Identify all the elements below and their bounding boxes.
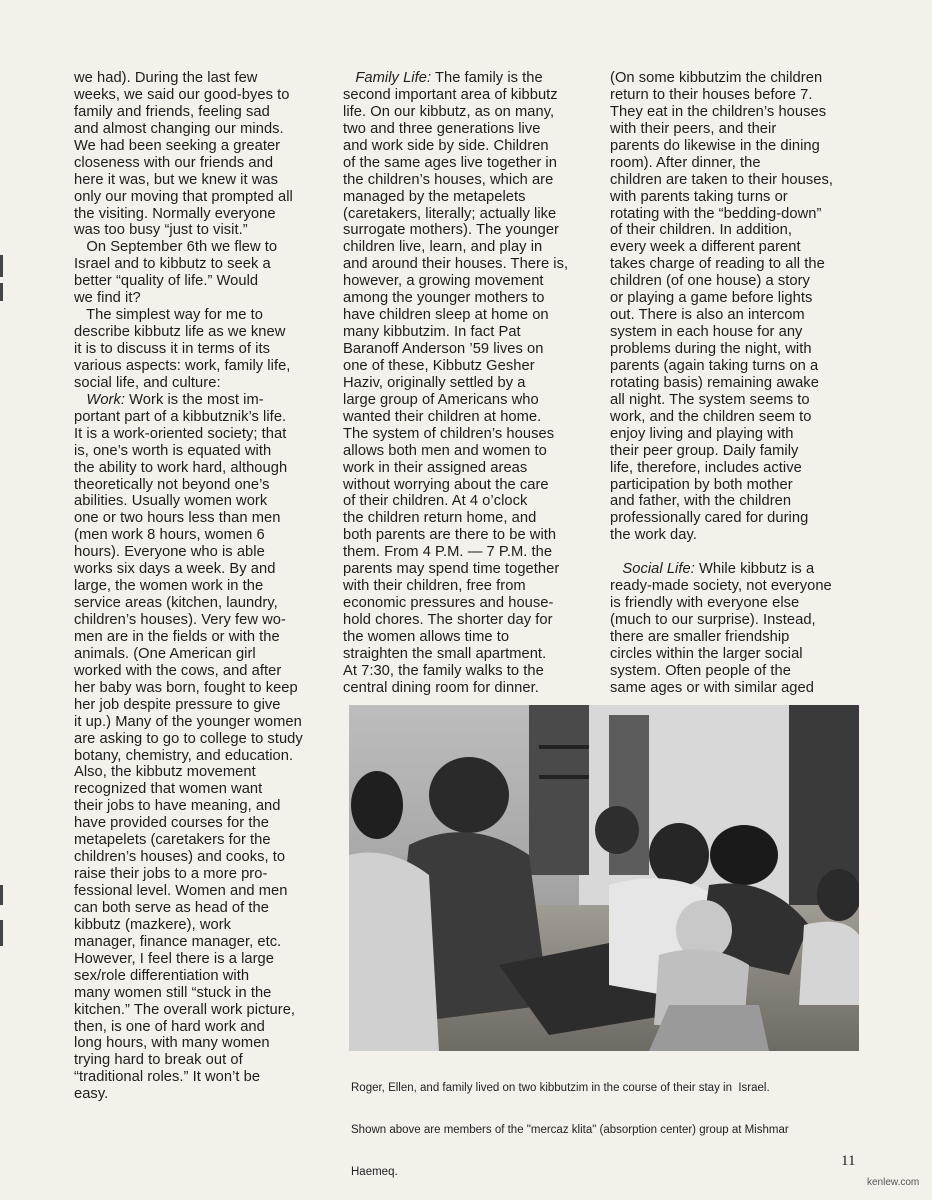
text-line: we had). During the last few [74,70,258,86]
text-line: long hours, with many women [74,1035,270,1052]
text-line: it is to discuss it in terms of its [74,341,271,357]
text-line: hours). Everyone who is able [74,544,265,561]
text-line: social life, and culture: [74,374,221,391]
text-line: manager, finance manager, etc. [74,933,282,950]
text-line: straighten the small apartment. [343,645,547,662]
text-line: recognized that women want [74,781,263,798]
text-line: easy. [74,1086,109,1103]
text-line: wanted their children at home. [343,408,542,425]
text-line: then, is one of hard work and [74,1018,265,1035]
text-line: sex/role differentiation with [74,967,250,984]
text-line: of the same ages live together in [343,154,557,171]
text-line: and work side by side. Children [343,137,549,154]
text-line: weeks, we said our good-byes to [74,86,290,103]
text-line: theoretically not beyond one’s [74,476,270,493]
text-line: two and three generations live [343,120,541,137]
photo-caption [351,1053,866,1193]
text-line: enjoy living and playing with [610,425,794,442]
text-line [74,392,336,409]
text-line: is, one’s worth is equated with [74,442,272,459]
text-line: have children sleep at home on [343,307,549,324]
paragraph-gap [610,544,860,561]
text-line: one of these, Kibbutz Gesher [343,357,535,374]
text-line: work in their assigned areas [343,459,528,476]
text-line: return to their houses before 7. [610,86,813,103]
text-line: and father, with the children [610,493,792,510]
text-line: parents (again taking turns on a [610,357,819,374]
text-line: however, a growing movement [343,273,544,290]
text-line: allows both men and women to [343,442,547,459]
text-line: Also, the kibbutz movement [74,764,256,781]
text-line: children live, learn, and play in [343,239,543,256]
text-line: portant part of a kibbutznik’s life. [74,408,287,425]
text-line: of their children. At 4 o’clock [343,493,528,510]
binder-hole-mark [0,920,3,946]
text-line: parents do likewise in the dining [610,137,820,154]
text-line: and almost changing our minds. [74,120,284,137]
text-line: we find it? [74,290,141,307]
text-line: describe kibbutz life as we knew [74,324,286,341]
text-line: works six days a week. By and [74,561,276,578]
text-line: children’s houses) and cooks, to [74,849,286,866]
text-line: children are taken to their houses, [610,171,834,188]
text-line: her job despite pressure to give [74,696,281,713]
text-line: Baranoff Anderson ’59 lives on [343,341,544,357]
text-line: The system of children’s houses [343,425,555,442]
text-line: large, the women work in the [74,578,264,595]
text-line: both parents are there to be with [343,527,557,544]
text-line: it up.) Many of the younger women [74,713,302,730]
text-line: kibbutz (mazkere), work [74,916,232,933]
section-label: Work: [86,391,126,408]
text-line: surrogate mothers). The younger [343,222,559,239]
binder-hole-mark [0,885,3,905]
text-line: better “quality of life.” Would [74,273,259,290]
text-line: We had been seeking a greater [74,137,281,154]
text-line: or playing a game before lights [610,290,813,307]
text-line: life, therefore, includes active [610,459,802,476]
text-line [343,70,605,87]
text-line: same ages or with similar aged [610,679,814,696]
text-line: system. Often people of the [610,662,791,679]
text-line: work, and the children seem to [610,408,812,425]
text-line: the women allows time to [343,628,510,645]
text-line: “traditional roles.” It won’t be [74,1069,261,1086]
text-line: life. On our kibbutz, as on many, [343,103,555,120]
article-column-1 [74,70,336,1103]
text-line: the children return home, and [343,510,537,527]
text-line: their peer group. Daily family [610,442,799,459]
text-line: closeness with our friends and [74,154,274,171]
text-line: is friendly with everyone else [610,595,800,612]
text-line: problems during the night, with [610,341,812,357]
binder-hole-mark [0,283,3,301]
section-label: Family Life: [355,70,432,86]
text-line: without worrying about the care [343,476,549,493]
text-line: The simplest way for me to [74,307,263,324]
text-line: the work day. [610,527,697,544]
binder-hole-mark [0,255,3,277]
text-line: children (of one house) a story [610,273,810,290]
article-column-2 [343,70,605,697]
text-line: them. From 4 P.M. — 7 P.M. the [343,544,553,561]
text-line: rotating with the “bedding-down” [610,205,822,222]
text-line: animals. (One American girl [74,645,256,662]
text-line: among the younger mothers to [343,290,545,307]
text-line: one or two hours less than men [74,510,281,527]
text-line: (men work 8 hours, women 6 [74,527,265,544]
text-line: can both serve as head of the [74,899,269,916]
text-line: system in each house for any [610,324,803,341]
text-line: here it was, but we knew it was [74,171,278,188]
text-line: trying hard to break out of [74,1052,243,1069]
text-line: men are in the fields or with the [74,628,280,645]
text-line: hold chores. The shorter day for [343,612,553,628]
text-fragment: The family is the [431,70,543,86]
text-line: rotating basis) remaining awake [610,374,819,391]
text-line: On September 6th we flew to [74,239,278,256]
text-line: service areas (kitchen, laundry, [74,595,278,612]
text-line: have provided courses for the [74,815,269,832]
text-line: However, I feel there is a large [74,950,274,967]
text-line: the children’s houses, which are [343,171,554,188]
text-line: her baby was born, fought to keep [74,679,298,696]
text-line: (much to our surprise). Instead, [610,612,816,628]
text-line: only our moving that prompted all [74,188,293,205]
text-line: abilities. Usually women work [74,493,268,510]
text-line: (On some kibbutzim the children [610,70,823,86]
text-line: out. There is also an intercom [610,307,805,324]
text-line: parents may spend time together [343,561,560,578]
text-line: Israel and to kibbutz to seek a [74,256,271,273]
text-line: large group of Americans who [343,391,539,408]
text-line: botany, chemistry, and education. [74,747,294,764]
text-line: central dining room for dinner. [343,679,539,696]
caption-line: Roger, Ellen, and family lived on two kibbutzim in the course of their stay in Israel. [351,1082,770,1094]
text-line: It is a work-oriented society; that [74,425,287,442]
text-line: ready-made society, not everyone [610,578,832,595]
text-line: economic pressures and house- [343,595,554,612]
text-line: their jobs to have meaning, and [74,798,281,815]
text-fragment: While kibbutz is a [694,561,815,578]
text-line: family and friends, feeling sad [74,103,270,120]
text-line: participation by both mother [610,476,793,493]
text-fragment: Work is the most im- [125,391,264,408]
caption-line: Shown above are members of the "mercaz klita" (absorption center) group at Mishmar [351,1124,789,1136]
text-line: there are smaller friendship [610,628,790,645]
text-line: was too busy “just to visit.” [74,222,248,239]
text-line: professionally cared for during [610,510,809,527]
section-label: Social Life: [622,561,695,578]
text-line: with parents taking turns or [610,188,788,205]
page-number: 11 [841,1153,856,1169]
text-line: various aspects: work, family life, [74,357,291,374]
watermark: kenlew.com [867,1177,920,1188]
text-line: the visiting. Normally everyone [74,205,276,222]
text-line [610,561,860,578]
text-line: worked with the cows, and after [74,662,282,679]
text-line: Haziv, originally settled by a [343,374,526,391]
text-line: They eat in the children’s houses [610,103,827,120]
text-line: with their children, free from [343,578,526,595]
caption-line: Haemeq. [351,1166,398,1178]
text-line: and around their houses. There is, [343,256,569,273]
text-line: children’s houses). Very few wo- [74,612,286,628]
text-line: raise their jobs to a more pro- [74,866,268,883]
text-line: of their children. In addition, [610,222,792,239]
text-line: metapelets (caretakers for the [74,832,271,849]
text-line: At 7:30, the family walks to the [343,662,544,679]
text-line: fessional level. Women and men [74,883,288,899]
text-line: (caretakers, literally; actually like [343,205,557,222]
text-line: are asking to go to college to study [74,730,303,747]
text-line: many women still “stuck in the [74,984,272,1001]
kibbutz-group-photo [349,705,859,1051]
text-line: kitchen.” The overall work picture, [74,1001,296,1018]
text-line: with their peers, and their [610,120,777,137]
text-line: many kibbutzim. In fact Pat [343,324,521,341]
text-line: every week a different parent [610,239,801,256]
text-line: second important area of kibbutz [343,86,558,103]
article-column-3 [610,70,860,697]
text-line: room). After dinner, the [610,154,761,171]
text-line: the ability to work hard, although [74,459,288,476]
text-line: takes charge of reading to all the [610,256,825,273]
text-line: all night. The system seems to [610,391,810,408]
text-line: circles within the larger social [610,645,803,662]
text-line: managed by the metapelets [343,188,526,205]
